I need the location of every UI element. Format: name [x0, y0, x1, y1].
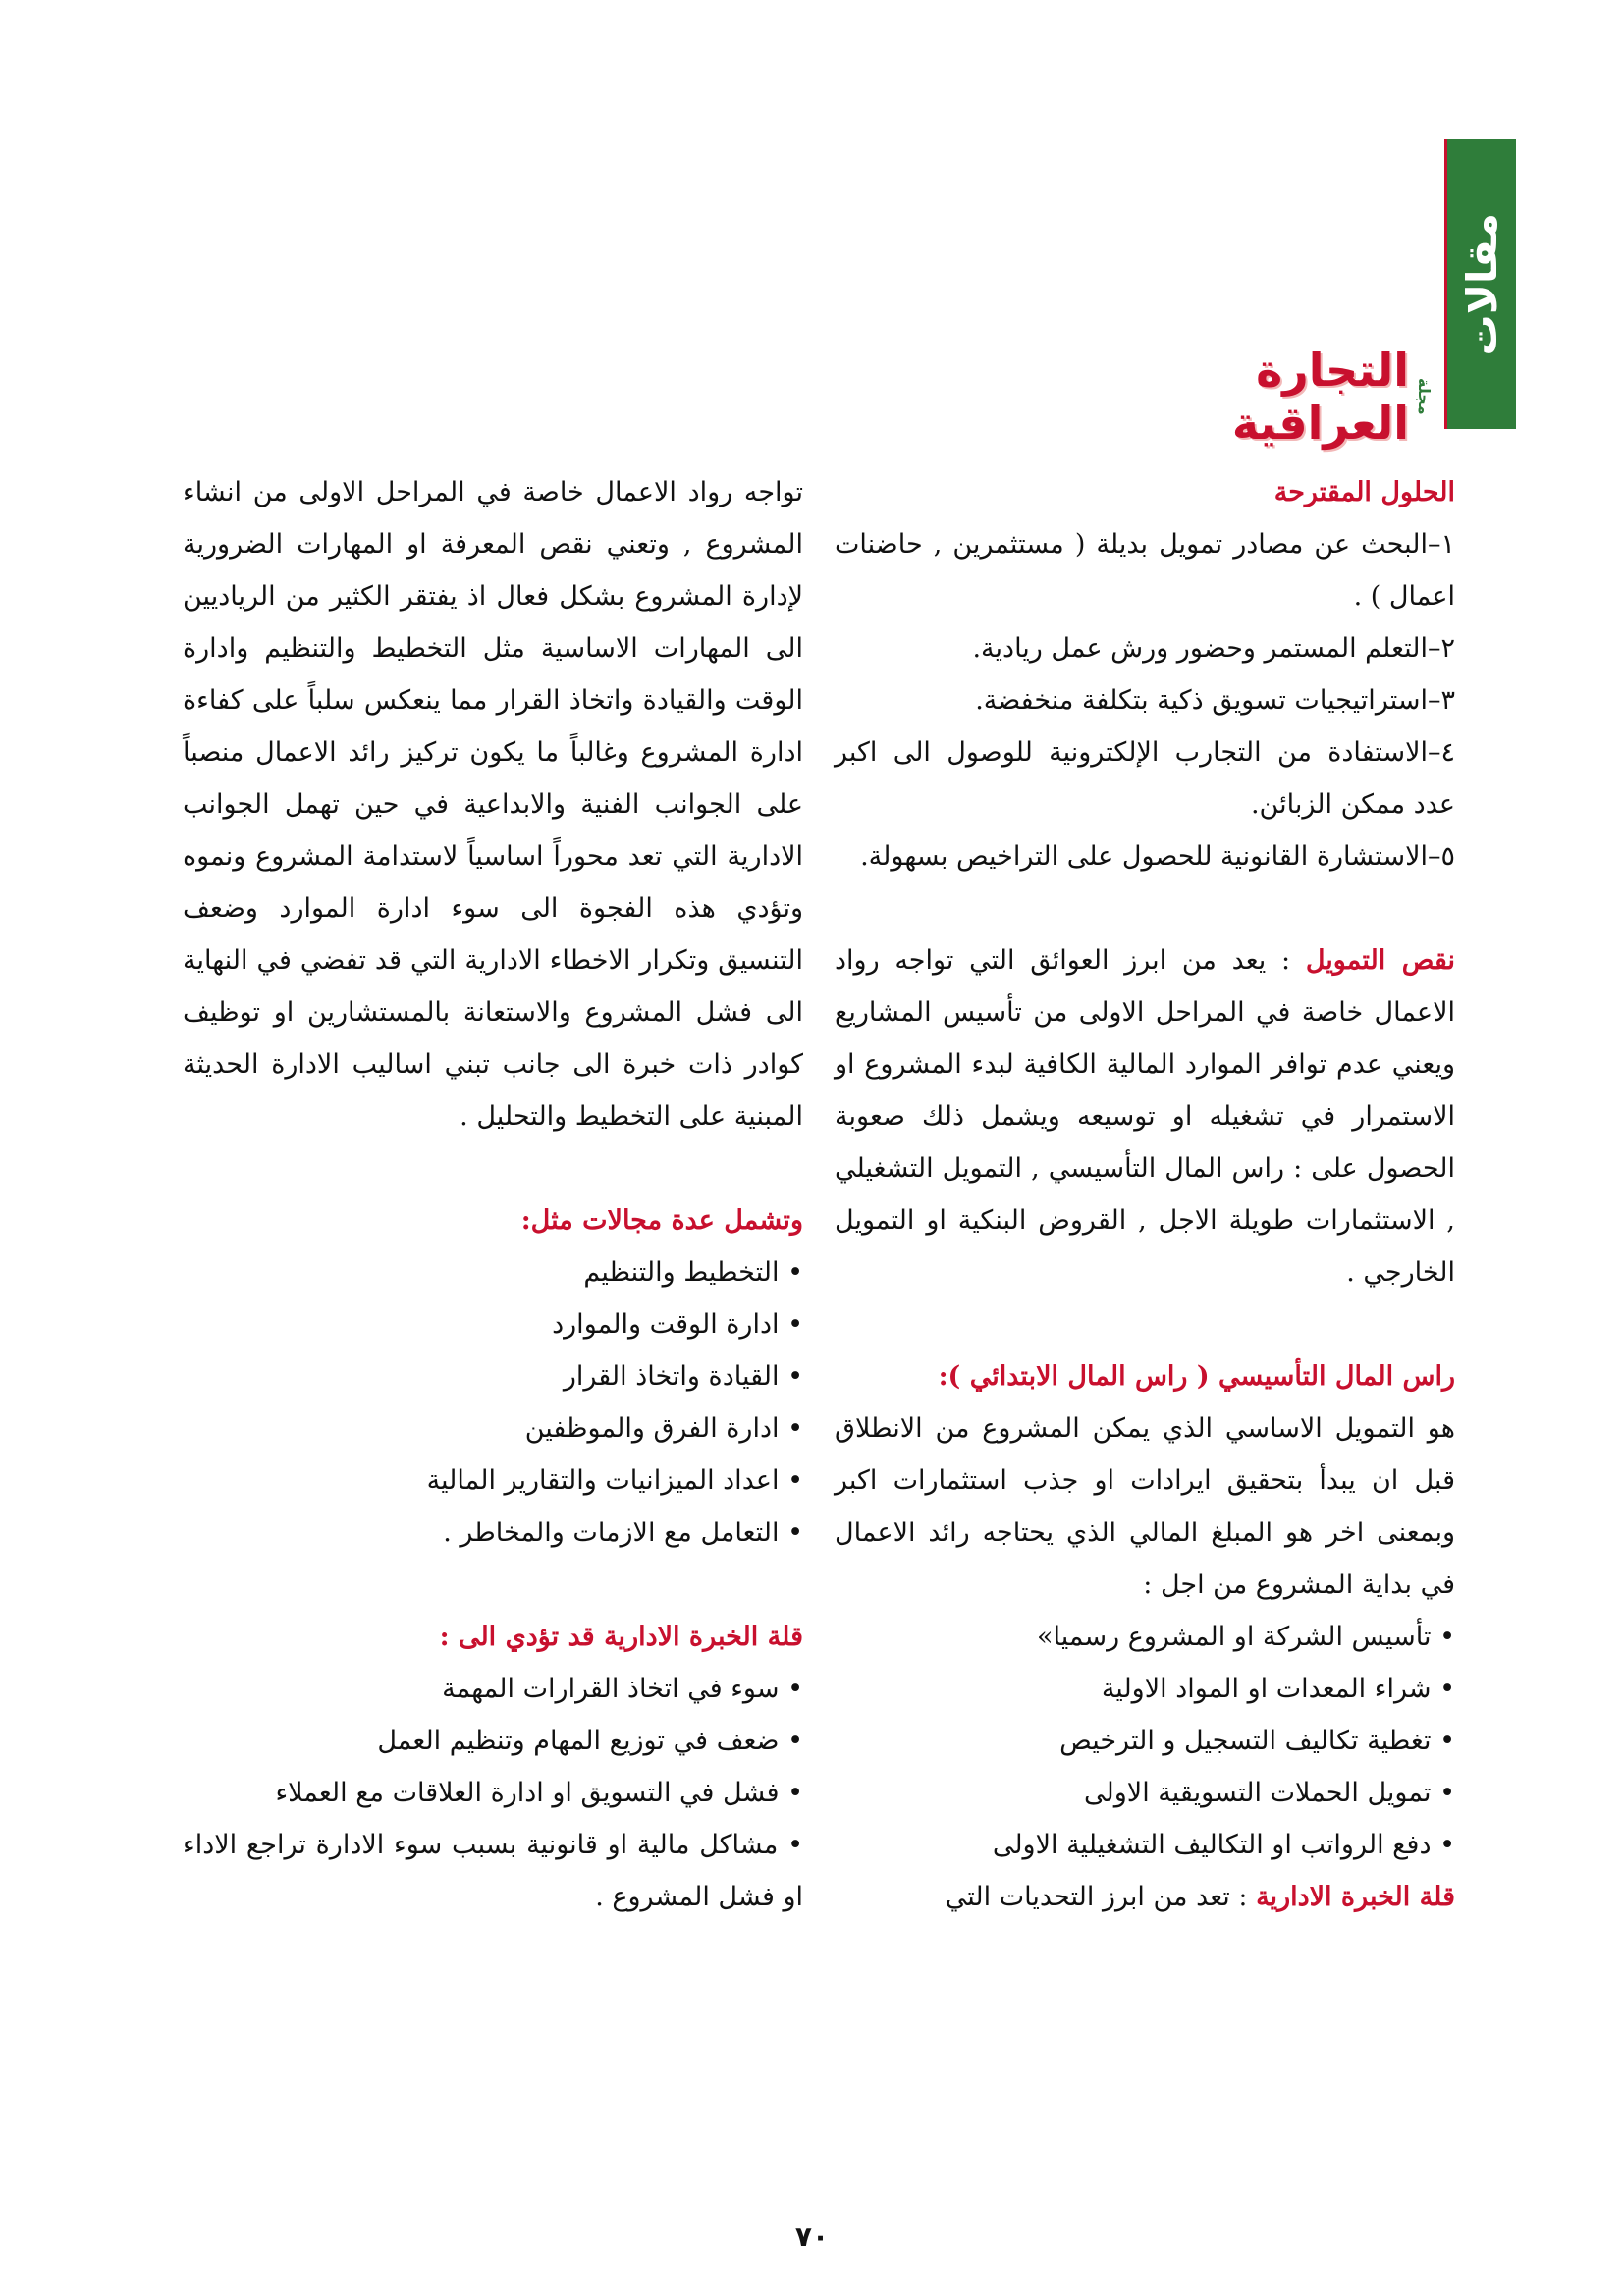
- areas-list: [183, 1247, 803, 1559]
- list-item: • تمويل الحملات التسويقية الاولى: [835, 1767, 1455, 1819]
- page-number: ٧٠: [794, 2220, 830, 2253]
- experience-paragraph: [835, 1871, 1455, 1923]
- list-item: • تأسيس الشركة او المشروع رسميا»: [835, 1611, 1455, 1663]
- list-item: • شراء المعدات او المواد الاولية: [835, 1663, 1455, 1715]
- left-column: [183, 466, 803, 1923]
- experience-title: قلة الخبرة الادارية: [1256, 1882, 1455, 1912]
- experience-text: : تعد من ابرز التحديات التي: [945, 1882, 1248, 1912]
- solution-item: ٥–الاستشارة القانونية للحصول على التراخيص بسهولة.: [860, 841, 1455, 872]
- funding-text: : يعد من ابرز العوائق التي تواجه رواد الاعمال خاصة في المراحل الاولى من تأسيس المشاريع ويعني عدم توافر الموارد المالية الكافية لبدء المشروع او الاستمرار في تشغيله او توسيعه ويشمل ذلك صعوبة الحصول على : راس المال التأسيسي , التمويل التشغيلي , الاستثمارات طويلة الاجل , القروض البنكية او التمويل الخارجي .: [835, 945, 1455, 1288]
- list-item: • ادارة الوقت والموارد: [183, 1299, 803, 1351]
- solution-item: ٣–استراتيجيات تسويق ذكية بتكلفة منخفضة.: [975, 685, 1455, 716]
- list-item: • القيادة واتخاذ القرار: [183, 1351, 803, 1403]
- intro-text: تواجه رواد الاعمال خاصة في المراحل الاولى من انشاء المشروع , وتعني نقص المعرفة او المهارات الضرورية لإدارة المشروع بشكل فعال اذ يفتقر الكثير من الرياديين الى المهارات الاساسية مثل التخطيط والتنظيم وادارة الوقت والقيادة واتخاذ القرار مما ينعكس سلباً على كفاءة ادارة المشروع وغالباً ما يكون تركيز رائد الاعمال منصباً على الجوانب الفنية والابداعية في حين تهمل الجوانب الادارية التي تعد محوراً اساسياً لاستدامة المشروع ونموه وتؤدي هذه الفجوة الى سوء ادارة الموارد وضعف التنسيق وتكرار الاخطاء الادارية التي قد تفضي في النهاية الى فشل المشروع والاستعانة بالمستشارين او توظيف كوادر ذات خبرة الى جانب تبني اساليب الادارة الحديثة المبنية على التخطيط والتحليل .: [183, 477, 803, 1132]
- list-item: • فشل في التسويق او ادارة العلاقات مع العملاء: [183, 1767, 803, 1819]
- list-item: • سوء في اتخاذ القرارات المهمة: [183, 1663, 803, 1715]
- consequences-list: [183, 1663, 803, 1923]
- list-item: • التخطيط والتنظيم: [183, 1247, 803, 1299]
- list-item: • تغطية تكاليف التسجيل و الترخيص: [835, 1715, 1455, 1767]
- list-item: • دفع الرواتب او التكاليف التشغيلية الاولى: [835, 1819, 1455, 1871]
- list-item: • مشاكل مالية او قانونية بسبب سوء الادارة تراجع الاداء او فشل المشروع .: [183, 1819, 803, 1923]
- list-item: • ادارة الفرق والموظفين: [183, 1403, 803, 1455]
- capital-text: هو التمويل الاساسي الذي يمكن المشروع من الانطلاق قبل ان يبدأ بتحقيق ايرادات او جذب استثمارات اكبر وبمعنى اخر هو المبلغ المالي الذي يحتاجه رائد الاعمال في بداية المشروع من اجل :: [835, 1414, 1455, 1600]
- list-item: • التعامل مع الازمات والمخاطر .: [183, 1507, 803, 1559]
- solution-item: ٤–الاستفادة من التجارب الإلكترونية للوصول الى اكبر عدد ممكن الزبائن.: [835, 737, 1455, 820]
- capital-list: [835, 1611, 1455, 1871]
- areas-title: وتشمل عدة مجالات مثل:: [520, 1205, 803, 1236]
- funding-title: نقص التمويل: [1305, 945, 1456, 976]
- list-item: • ضعف في توزيع المهام وتنظيم العمل: [183, 1715, 803, 1767]
- magazine-tag: مجلة: [1415, 378, 1434, 415]
- magazine-logo: [1105, 344, 1434, 450]
- solutions-title: الحلول المقترحة: [1273, 477, 1455, 507]
- funding-paragraph: [835, 934, 1455, 1299]
- consequences-title: قلة الخبرة الادارية قد تؤدي الى :: [439, 1622, 803, 1652]
- section-tab-label: مقالات: [1457, 212, 1506, 356]
- right-column: [835, 466, 1455, 1923]
- capital-title: راس المال التأسيسي ( راس المال الابتدائي ):: [938, 1362, 1455, 1392]
- list-item: • اعداد الميزانيات والتقارير المالية: [183, 1455, 803, 1507]
- solution-item: ١–البحث عن مصادر تمويل بديلة ( مستثمرين , حاضنات اعمال ) .: [835, 529, 1455, 612]
- section-tab: [1444, 139, 1516, 429]
- magazine-name: التجارة العراقية: [1231, 344, 1409, 450]
- solution-item: ٢–التعلم المستمر وحضور ورش عمل ريادية.: [972, 633, 1455, 664]
